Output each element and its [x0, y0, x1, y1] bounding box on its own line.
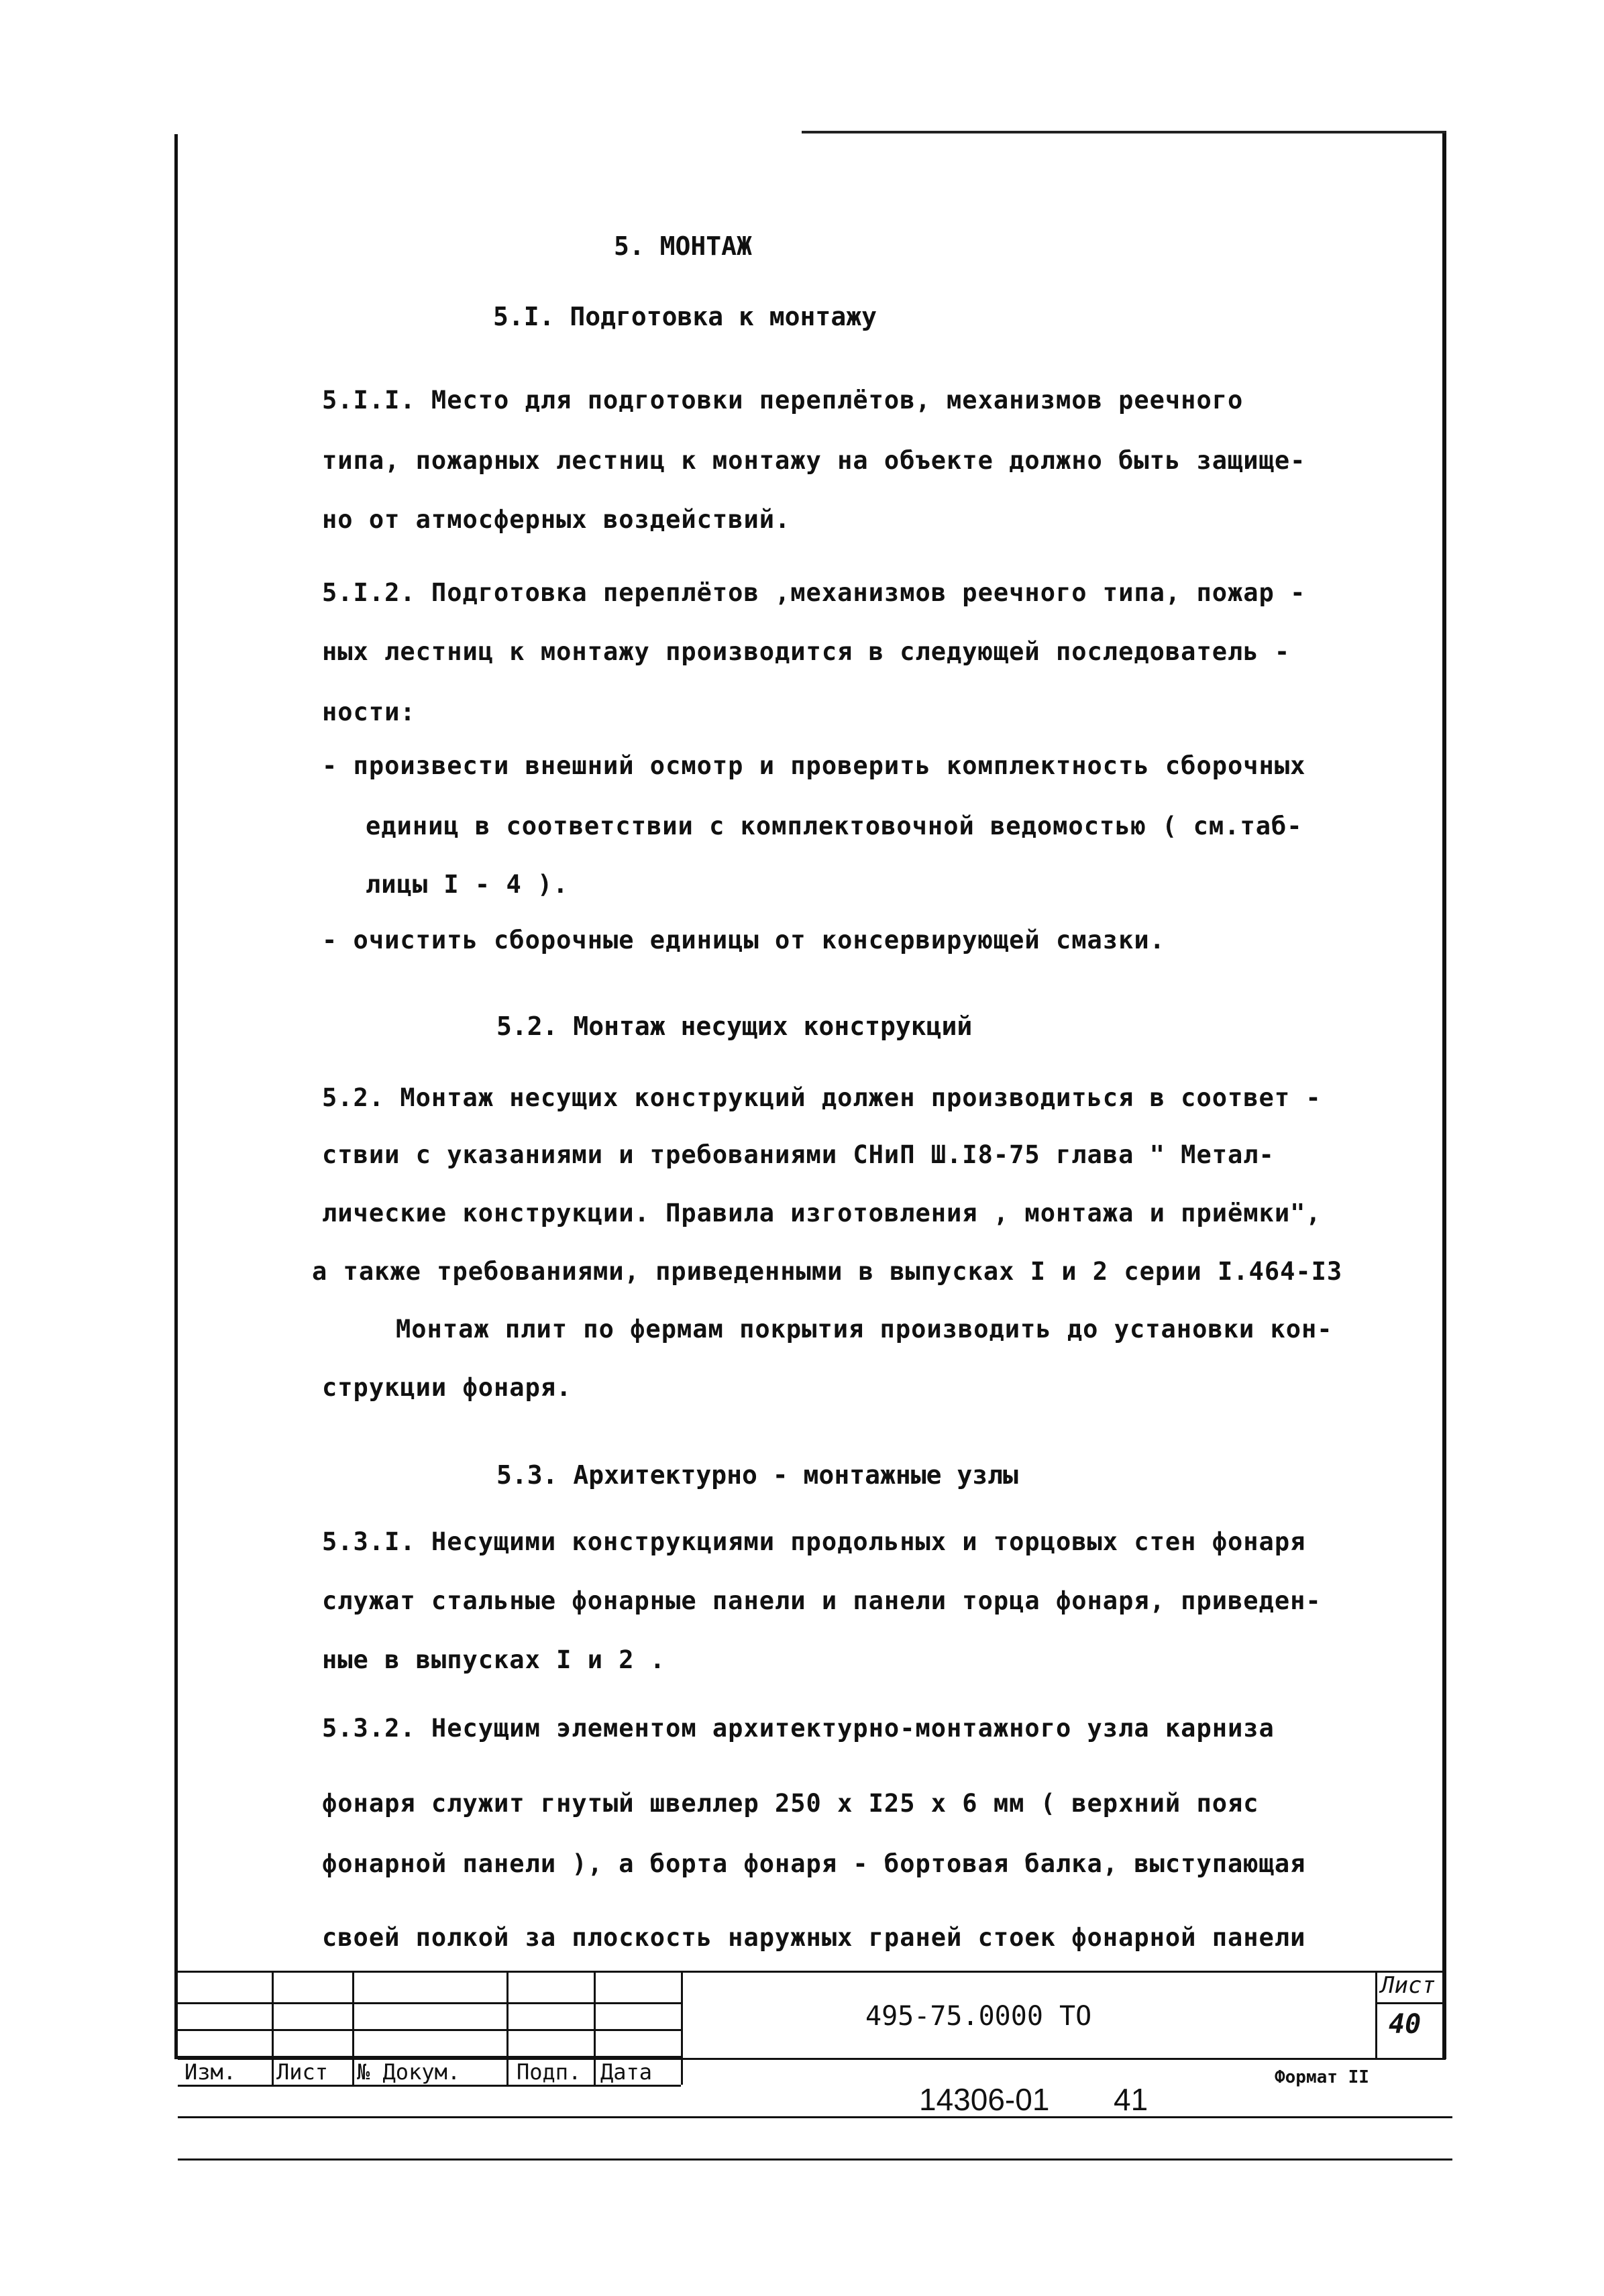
p512-line-3: ности:	[322, 698, 416, 726]
frame-top-border	[802, 131, 1446, 133]
p52-line-3: лические конструкции. Правила изготовления , монтажа и приёмки",	[322, 1199, 1322, 1227]
subsection-5-1-title: 5.I. Подготовка к монтажу	[493, 302, 877, 331]
frame-left-border	[174, 134, 178, 2059]
tb-col-doc: № Докум.	[357, 2059, 461, 2085]
footer-code: 14306-01	[919, 2082, 1050, 2117]
bullet-1-line-2: единиц в соответствии с комплектовочной ведомостью ( см.таб-	[366, 812, 1303, 840]
footer-line-bottom	[178, 2158, 1452, 2161]
frame-right-border	[1442, 131, 1446, 2059]
p512-line-1: 5.I.2. Подготовка переплётов ,механизмов реечного типа, пожар -	[322, 578, 1306, 607]
subsection-5-3-title: 5.3. Архитектурно - монтажные узлы	[496, 1460, 1018, 1490]
tb-col-izm: Изм.	[184, 2059, 237, 2085]
bullet-2: - очистить сборочные единицы от консервирующей смазки.	[322, 926, 1165, 954]
p52b-line-1: Монтаж плит по фермам покрытия производить до установки кон-	[396, 1315, 1333, 1344]
p52-line-1: 5.2. Монтаж несущих конструкций должен производиться в соответ -	[322, 1083, 1322, 1112]
subsection-5-2-title: 5.2. Монтаж несущих конструкций	[496, 1012, 973, 1041]
tb-col-data: Дата	[600, 2059, 653, 2085]
bullet-1-line-1: - произвести внешний осмотр и проверить комплектность сборочных	[322, 751, 1306, 780]
p531-line-1: 5.3.I. Несущими конструкциями продольных и торцовых стен фонаря	[322, 1527, 1306, 1556]
p531-line-3: ные в выпусках I и 2 .	[322, 1645, 666, 1674]
p532-line-1: 5.3.2. Несущим элементом архитектурно-монтажного узла карниза	[322, 1714, 1275, 1743]
tb-sheet-label: Лист	[1381, 1972, 1436, 1999]
p532-line-3: фонарной панели ), а борта фонаря - бортовая балка, выступающая	[322, 1849, 1306, 1878]
p511-line-1: 5.I.I. Место для подготовки переплётов, механизмов реечного	[322, 386, 1244, 415]
p512-line-2: ных лестниц к монтажу производится в следующей последователь -	[322, 637, 1291, 666]
tb-col-list: Лист	[276, 2059, 329, 2085]
p511-line-2: типа, пожарных лестниц к монтажу на объекте должно быть защище-	[322, 446, 1306, 475]
tb-col-podp: Подп.	[517, 2059, 582, 2085]
tb-doc-code: 495-75.0000 ТО	[865, 2001, 1092, 2032]
p532-line-2: фонаря служит гнутый швеллер 250 х I25 х 6 мм ( верхний пояс	[322, 1789, 1259, 1818]
p511-line-3: но от атмосферных воздействий.	[322, 505, 791, 534]
tb-sheet-number: 40	[1389, 2009, 1422, 2040]
tb-format: Формат II	[1275, 2067, 1369, 2087]
footer-line-top	[178, 2116, 1452, 2118]
p532-line-4: своей полкой за плоскость наружных граней стоек фонарной панели	[322, 1923, 1306, 1952]
p531-line-2: служат стальные фонарные панели и панели торца фонаря, приведен-	[322, 1586, 1322, 1615]
p52-line-2: ствии с указаниями и требованиями СНиП Ш.I8-75 глава " Метал-	[322, 1140, 1275, 1169]
p52-line-4: а также требованиями, приведенными в выпусках I и 2 серии I.464-I3	[312, 1257, 1343, 1286]
bullet-1-line-3: лицы I - 4 ).	[366, 870, 569, 899]
section-title: 5. МОНТАЖ	[614, 231, 752, 261]
footer-page: 41	[1114, 2082, 1148, 2117]
p52b-line-2: струкции фонаря.	[322, 1373, 572, 1402]
